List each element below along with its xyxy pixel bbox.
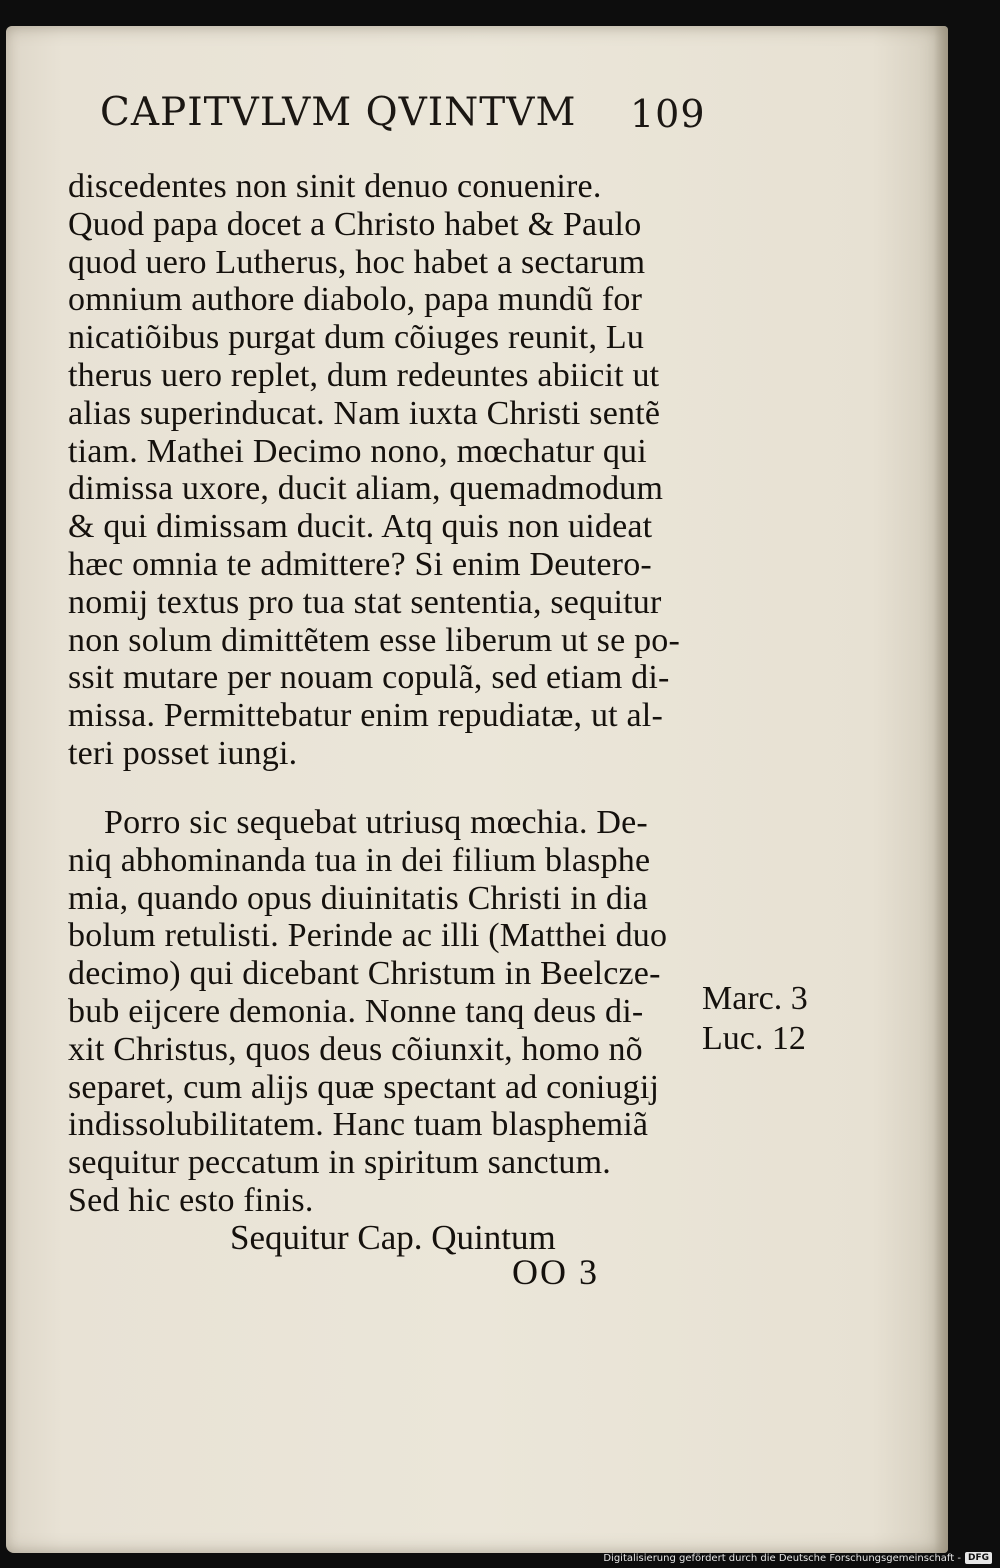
text-line: mia, quando opus diuinitatis Christi in dia: [68, 879, 648, 917]
text-line: Porro sic sequebat utriusq mœchia. De-: [104, 804, 648, 841]
text-line: therus uero replet, dum redeuntes abiicit ut: [68, 356, 660, 394]
text-line: teri posset iungi.: [68, 734, 298, 772]
text-line: bub eijcere demonia. Nonne tanq deus di-: [68, 992, 644, 1030]
text-line: Quod papa docet a Christo habet & Paulo: [68, 205, 642, 243]
running-header: [100, 90, 706, 136]
page-edge-shadow: [934, 26, 948, 1553]
text-line: sequitur peccatum in spiritum sanctum.: [68, 1144, 611, 1182]
running-title: CAPITVLVM QVINTVM: [100, 90, 577, 135]
text-line: separet, cum alijs quæ spectant ad coniugij: [68, 1068, 660, 1106]
margin-note-luc: Luc. 12: [702, 1020, 806, 1057]
text-line: ssit mutare per nouam copulã, sed etiam di-: [68, 659, 670, 697]
margin-note-marc: Marc. 3: [702, 980, 808, 1017]
text-line: bolum retulisti. Perinde ac illi (Matthei duo: [68, 917, 668, 955]
text-line: alias superinducat. Nam iuxta Christi sentẽ: [68, 394, 661, 432]
credit-text: Digitalisierung gefördert durch die Deutsche Forschungsgemeinschaft -: [603, 1552, 961, 1564]
text-line: tiam. Mathei Decimo nono, mœchatur qui: [68, 432, 647, 470]
text-line: hæc omnia te admittere? Si enim Deutero-: [68, 545, 652, 583]
paragraph-1: [68, 168, 680, 773]
text-line: dimissa uxore, ducit aliam, quemadmodum: [68, 470, 664, 508]
signature-mark: OO 3: [512, 1252, 599, 1292]
dfg-logo: DFG: [965, 1552, 992, 1564]
text-line: niq abhominanda tua in dei filium blasphe: [68, 841, 651, 879]
text-line: decimo) qui dicebant Christum in Beelcze-: [68, 955, 661, 993]
text-line: Sed hic esto finis.: [68, 1181, 314, 1219]
paragraph-2: [68, 804, 667, 1220]
text-line: quod uero Lutherus, hoc habet a sectarum: [68, 243, 646, 281]
text-line: nicatiõibus purgat dum cõiuges reunit, Lu: [68, 319, 645, 357]
text-line: nomij textus pro tua stat sententia, sequitur: [68, 583, 662, 621]
digitization-credit: [603, 1552, 992, 1564]
text-line: non solum dimittẽtem esse liberum ut se po-: [68, 621, 681, 659]
text-line: indissolubilitatem. Hanc tuam blasphemiã: [68, 1106, 649, 1144]
text-line: missa. Permittebatur enim repudiatæ, ut al-: [68, 697, 663, 735]
text-line: omnium authore diabolo, papa mundũ for: [68, 281, 643, 319]
closing-line: Sequitur Cap. Quintum: [230, 1218, 556, 1257]
text-line: xit Christus, quos deus cõiunxit, homo nõ: [68, 1030, 643, 1068]
text-line: & qui dimissam ducit. Atq quis non uideat: [68, 508, 653, 546]
text-line: discedentes non sinit denuo conuenire.: [68, 168, 602, 205]
page-number: 109: [630, 92, 706, 136]
